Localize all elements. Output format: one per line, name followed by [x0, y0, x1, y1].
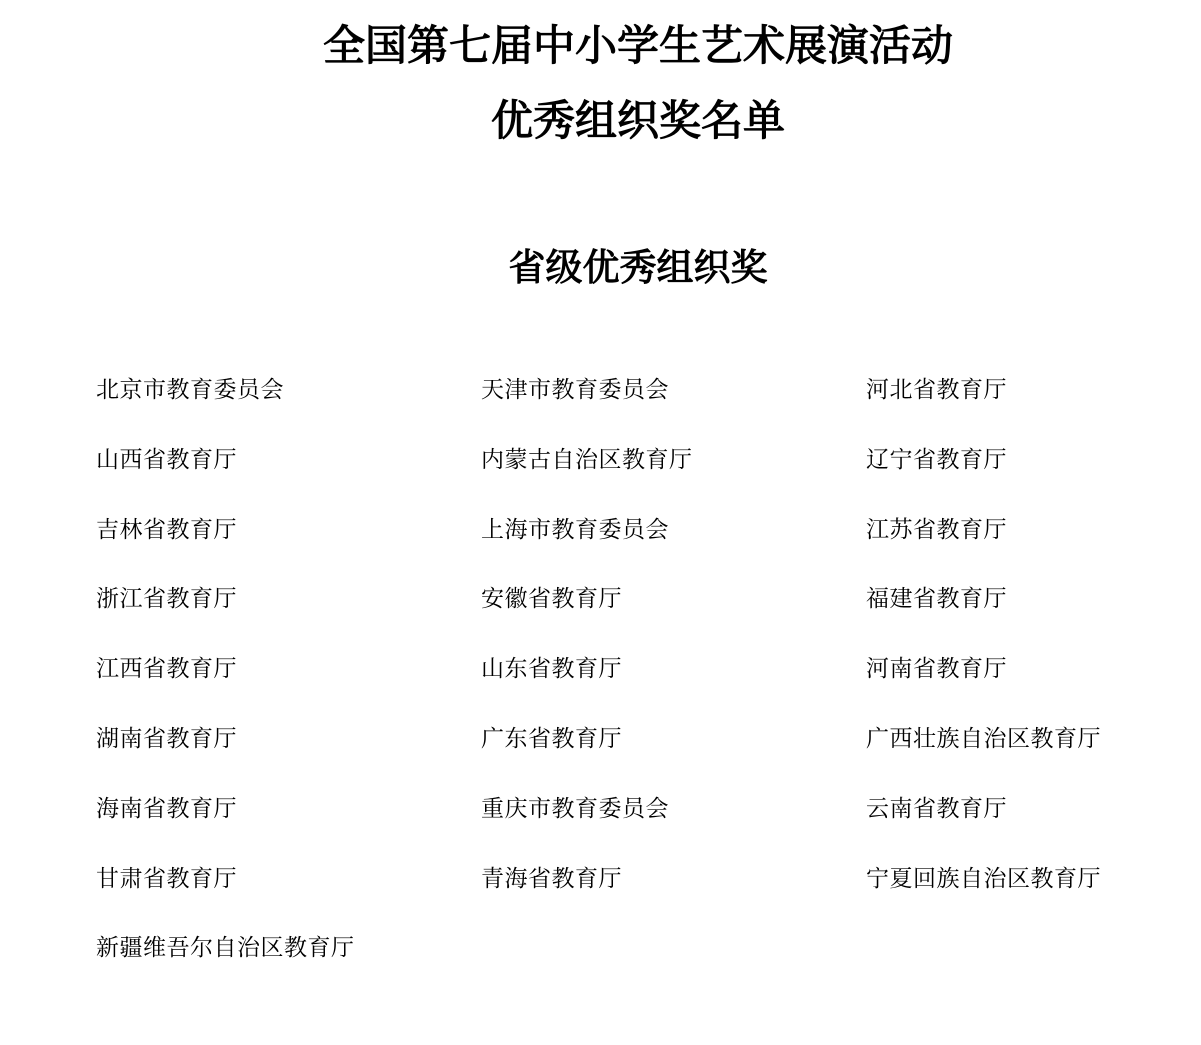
awardee-item: 安徽省教育厅 [481, 586, 622, 613]
awardee-item: 山西省教育厅 [96, 446, 237, 473]
awardee-item: 浙江省教育厅 [96, 586, 237, 613]
awardee-item: 湖南省教育厅 [96, 725, 237, 752]
awardee-item: 云南省教育厅 [866, 795, 1007, 822]
awardee-item: 甘肃省教育厅 [96, 865, 237, 892]
document-title-line-1: 全国第七届中小学生艺术展演活动 [322, 21, 953, 70]
awardee-item: 吉林省教育厅 [96, 516, 237, 543]
awardee-item: 上海市教育委员会 [481, 516, 669, 543]
awardee-item: 天津市教育委员会 [481, 377, 669, 403]
awardee-item: 北京市教育委员会 [96, 377, 284, 403]
awardee-item: 辽宁省教育厅 [866, 446, 1007, 473]
awardee-item: 福建省教育厅 [866, 586, 1007, 613]
awardee-item: 河南省教育厅 [866, 656, 1007, 683]
document-title-line-2: 优秀组织奖名单 [490, 96, 785, 145]
awardee-item: 宁夏回族自治区教育厅 [866, 865, 1101, 892]
section-heading: 省级优秀组织奖 [508, 246, 768, 289]
awardee-item: 河北省教育厅 [866, 377, 1007, 403]
awardee-item: 山东省教育厅 [481, 656, 622, 683]
awardee-item: 江苏省教育厅 [866, 516, 1007, 543]
awardee-item: 新疆维吾尔自治区教育厅 [96, 935, 355, 962]
awardee-item: 海南省教育厅 [96, 795, 237, 822]
awardee-item: 重庆市教育委员会 [481, 795, 669, 822]
awardee-item: 青海省教育厅 [481, 865, 622, 892]
awardee-item: 江西省教育厅 [96, 656, 237, 683]
awardee-item: 广东省教育厅 [481, 725, 622, 752]
awardee-item: 广西壮族自治区教育厅 [866, 725, 1101, 752]
awardee-list [96, 372, 1196, 1000]
awardee-item: 内蒙古自治区教育厅 [481, 446, 693, 473]
